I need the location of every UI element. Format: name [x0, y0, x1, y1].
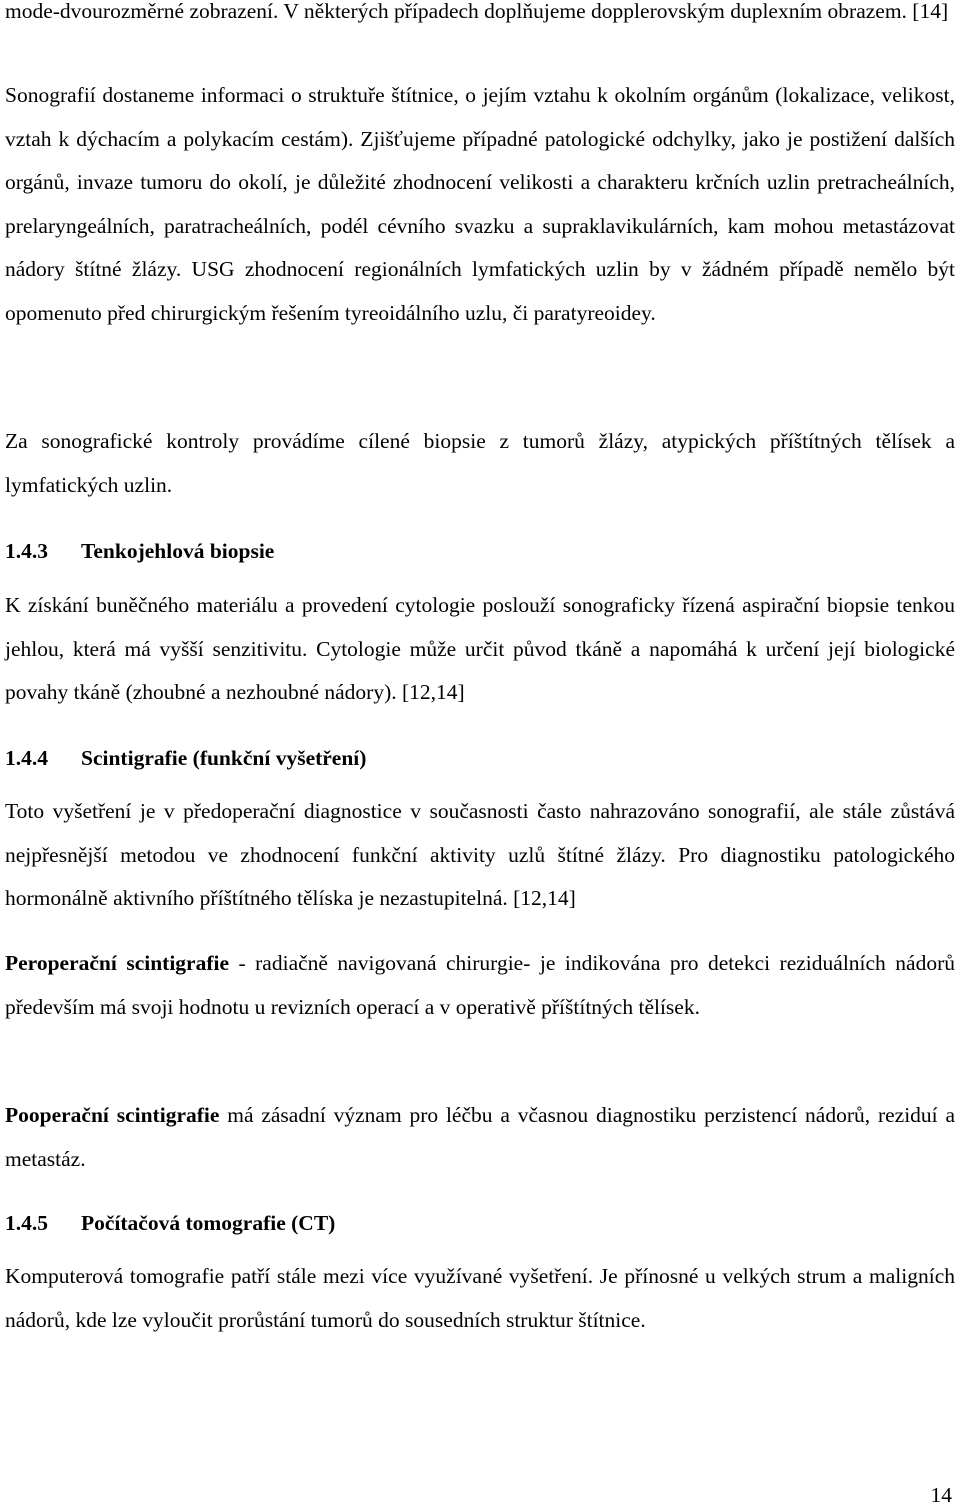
term-peroperative: Peroperační scintigrafie: [5, 951, 230, 975]
section-number: 1.4.4: [5, 746, 48, 770]
page-number: 14: [930, 1483, 952, 1507]
section-title: Tenkojehlová biopsie: [81, 539, 275, 563]
term-postoperative: Pooperační scintigrafie: [5, 1103, 220, 1127]
paragraph-scintigraphy: Toto vyšetření je v předoperační diagnostice v současnosti často nahrazováno sonografií, ale stále zůstává nejpřesnější metodou ve zhodnocení funkční aktivity uzlů štítné žlázy. Pro diagnostiku patologického hormonálně aktivního příštítného tělíska je nezastupitelná. [12,14]: [5, 799, 955, 910]
paragraph-peroperative-scintigraphy: [5, 942, 955, 1029]
paragraph-text: má zásadní význam pro léčbu a včasnou diagnostiku perzistencí nádorů, reziduí a metastáz.: [5, 1103, 955, 1171]
section-heading-ct: [5, 1202, 955, 1246]
section-title: Počítačová tomografie (CT): [81, 1211, 336, 1235]
paragraph-sonography: Sonografií dostaneme informaci o struktuře štítnice, o jejím vztahu k okolním orgánům (lokalizace, velikost, vztah k dýchacím a polykacím cestám). Zjišťujeme případné patologické odchylky, jako je postižení dalších orgánů, invaze tumoru do okolí, je důležité zhodnocení velikosti a charakteru krčních uzlin pretracheálních, prelaryngeálních, paratracheálních, podél cévního svazku a supraklavikulárních, kam mohou metastázovat nádory štítné žlázy. USG zhodnocení regionálních lymfatických uzlin by v žádném případě nemělo být opomenuto před chirurgickým řešením tyreoidálního uzlu, či paratyreoidey.: [5, 83, 955, 325]
section-title: Scintigrafie (funkční vyšetření): [81, 746, 367, 770]
paragraph-ct: Komputerová tomografie patří stále mezi více využívané vyšetření. Je přínosné u velkých strum a maligních nádorů, kde lze vyloučit prorůstání tumorů do sousedních struktur štítnice.: [5, 1264, 955, 1332]
paragraph-fine-needle-biopsy: K získání buněčného materiálu a provedení cytologie poslouží sonograficky řízená aspirační biopsie tenkou jehlou, která má vyšší senzitivitu. Cytologie může určit původ tkáně a napomáhá k určení její biologické povahy tkáně (zhoubné a nezhoubné nádory). [12,14]: [5, 593, 955, 704]
paragraph-text: - radiačně navigovaná chirurgie- je indikována pro detekci reziduálních nádorů především má svoji hodnotu u revizních operací a v operativě příštítných tělísek.: [5, 951, 955, 1019]
section-number: 1.4.5: [5, 1211, 48, 1235]
section-heading-fine-needle-biopsy: [5, 530, 955, 574]
paragraph-doppler: mode-dvourozměrné zobrazení. V některých případech doplňujeme dopplerovským duplexním obrazem. [14]: [5, 0, 949, 23]
section-number: 1.4.3: [5, 539, 48, 563]
paragraph-biopsy-control: Za sonografické kontroly provádíme cílené biopsie z tumorů žlázy, atypických příštítných tělísek a lymfatických uzlin.: [5, 429, 955, 497]
section-heading-scintigraphy: [5, 737, 955, 781]
paragraph-postoperative-scintigraphy: [5, 1094, 955, 1181]
